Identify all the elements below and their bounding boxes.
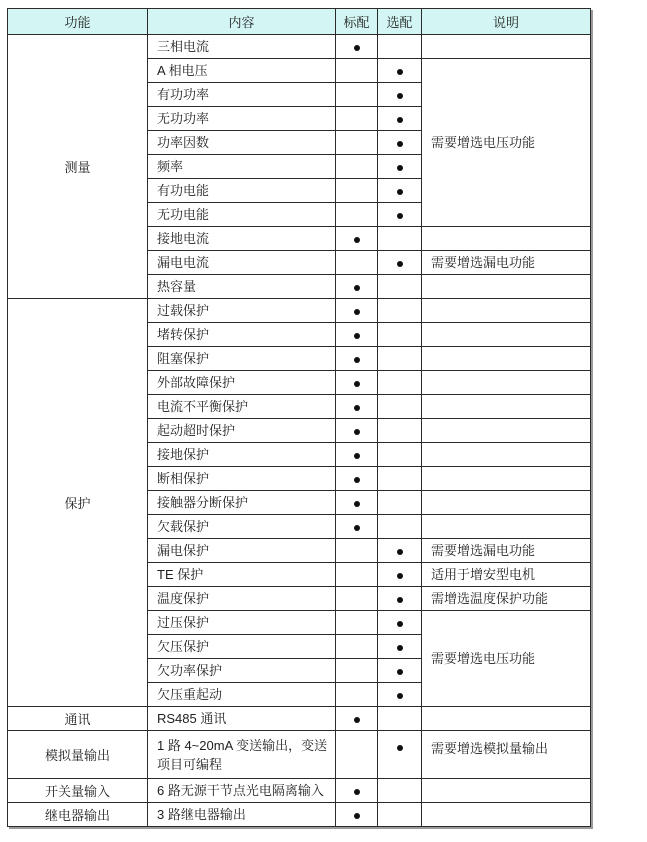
optional-mark-cell xyxy=(378,371,422,395)
content-cell: 断相保护 xyxy=(148,467,336,491)
bullet-dot-icon xyxy=(397,117,403,123)
note-cell xyxy=(422,515,591,539)
standard-mark-cell xyxy=(336,563,378,587)
bullet-dot-icon xyxy=(397,189,403,195)
content-cell: 有功电能 xyxy=(148,179,336,203)
table-row xyxy=(8,35,591,59)
note-cell xyxy=(422,371,591,395)
content-cell: 接触器分断保护 xyxy=(148,491,336,515)
content-cell: 欠功率保护 xyxy=(148,659,336,683)
note-cell: 需要增选模拟量输出 xyxy=(422,731,591,779)
note-cell xyxy=(422,779,591,803)
standard-mark-cell xyxy=(336,371,378,395)
table-header-row xyxy=(8,9,591,35)
col-header-function: 功能 xyxy=(8,9,148,35)
content-cell: 外部故障保护 xyxy=(148,371,336,395)
bullet-dot-icon xyxy=(397,165,403,171)
optional-mark-cell xyxy=(378,419,422,443)
col-header-standard: 标配 xyxy=(336,9,378,35)
optional-mark-cell xyxy=(378,443,422,467)
feature-spec-table xyxy=(7,8,591,827)
standard-mark-cell xyxy=(336,491,378,515)
optional-mark-cell xyxy=(378,611,422,635)
bullet-dot-icon xyxy=(354,429,360,435)
col-header-content: 内容 xyxy=(148,9,336,35)
optional-mark-cell xyxy=(378,227,422,251)
standard-mark-cell xyxy=(336,275,378,299)
note-cell xyxy=(422,419,591,443)
standard-mark-cell xyxy=(336,179,378,203)
note-cell: 适用于增安型电机 xyxy=(422,563,591,587)
content-cell: 温度保护 xyxy=(148,587,336,611)
table-row xyxy=(8,803,591,827)
standard-mark-cell xyxy=(336,347,378,371)
note-cell: 需要增选漏电功能 xyxy=(422,539,591,563)
optional-mark-cell xyxy=(378,347,422,371)
bullet-dot-icon xyxy=(397,549,403,555)
note-cell: 需要增选漏电功能 xyxy=(422,251,591,275)
content-cell: 有功功率 xyxy=(148,83,336,107)
standard-mark-cell xyxy=(336,803,378,827)
note-cell: 需要增选电压功能 xyxy=(422,611,591,707)
optional-mark-cell xyxy=(378,59,422,83)
optional-mark-cell xyxy=(378,467,422,491)
standard-mark-cell xyxy=(336,443,378,467)
optional-mark-cell xyxy=(378,635,422,659)
bullet-dot-icon xyxy=(354,717,360,723)
bullet-dot-icon xyxy=(397,213,403,219)
table-row xyxy=(8,299,591,323)
standard-mark-cell xyxy=(336,35,378,59)
content-cell: 起动超时保护 xyxy=(148,419,336,443)
bullet-dot-icon xyxy=(354,813,360,819)
bullet-dot-icon xyxy=(397,573,403,579)
content-cell: 接地保护 xyxy=(148,443,336,467)
bullet-dot-icon xyxy=(354,789,360,795)
standard-mark-cell xyxy=(336,59,378,83)
content-cell: 1 路 4~20mA 变送输出，变送项目可编程 xyxy=(148,731,336,779)
optional-mark-cell xyxy=(378,587,422,611)
optional-mark-cell xyxy=(378,203,422,227)
note-cell xyxy=(422,803,591,827)
content-cell: 6 路无源干节点光电隔离输入 xyxy=(148,779,336,803)
standard-mark-cell xyxy=(336,659,378,683)
standard-mark-cell xyxy=(336,707,378,731)
note-cell xyxy=(422,443,591,467)
section-label-cell: 模拟量输出 xyxy=(8,731,148,779)
optional-mark-cell xyxy=(378,491,422,515)
standard-mark-cell xyxy=(336,731,378,779)
content-cell: 电流不平衡保护 xyxy=(148,395,336,419)
note-cell xyxy=(422,395,591,419)
standard-mark-cell xyxy=(336,155,378,179)
optional-mark-cell xyxy=(378,299,422,323)
bullet-dot-icon xyxy=(354,405,360,411)
content-cell: 漏电保护 xyxy=(148,539,336,563)
content-cell: 3 路继电器输出 xyxy=(148,803,336,827)
optional-mark-cell xyxy=(378,731,422,779)
section-label-cell: 继电器输出 xyxy=(8,803,148,827)
note-cell xyxy=(422,299,591,323)
optional-mark-cell xyxy=(378,683,422,707)
table-row xyxy=(8,779,591,803)
note-cell xyxy=(422,35,591,59)
content-cell: A 相电压 xyxy=(148,59,336,83)
bullet-dot-icon xyxy=(397,93,403,99)
bullet-dot-icon xyxy=(397,69,403,75)
bullet-dot-icon xyxy=(397,141,403,147)
content-cell: 无功电能 xyxy=(148,203,336,227)
bullet-dot-icon xyxy=(397,597,403,603)
content-cell: 频率 xyxy=(148,155,336,179)
optional-mark-cell xyxy=(378,803,422,827)
table-row xyxy=(8,707,591,731)
bullet-dot-icon xyxy=(397,261,403,267)
content-cell: 功率因数 xyxy=(148,131,336,155)
standard-mark-cell xyxy=(336,539,378,563)
content-cell: 三相电流 xyxy=(148,35,336,59)
bullet-dot-icon xyxy=(354,381,360,387)
bullet-dot-icon xyxy=(397,621,403,627)
optional-mark-cell xyxy=(378,515,422,539)
bullet-dot-icon xyxy=(354,45,360,51)
note-cell xyxy=(422,467,591,491)
content-cell: 过载保护 xyxy=(148,299,336,323)
bullet-dot-icon xyxy=(397,669,403,675)
optional-mark-cell xyxy=(378,707,422,731)
note-cell xyxy=(422,323,591,347)
standard-mark-cell xyxy=(336,419,378,443)
optional-mark-cell xyxy=(378,251,422,275)
content-cell: 堵转保护 xyxy=(148,323,336,347)
content-cell: 阻塞保护 xyxy=(148,347,336,371)
note-cell xyxy=(422,491,591,515)
standard-mark-cell xyxy=(336,131,378,155)
section-label-cell: 开关量输入 xyxy=(8,779,148,803)
content-cell: 漏电电流 xyxy=(148,251,336,275)
standard-mark-cell xyxy=(336,299,378,323)
optional-mark-cell xyxy=(378,155,422,179)
optional-mark-cell xyxy=(378,179,422,203)
bullet-dot-icon xyxy=(354,333,360,339)
content-cell: RS485 通讯 xyxy=(148,707,336,731)
bullet-dot-icon xyxy=(354,357,360,363)
table-row xyxy=(8,731,591,779)
section-label-cell: 测量 xyxy=(8,35,148,299)
standard-mark-cell xyxy=(336,779,378,803)
content-cell: 热容量 xyxy=(148,275,336,299)
note-cell: 需要增选电压功能 xyxy=(422,59,591,227)
optional-mark-cell xyxy=(378,35,422,59)
bullet-dot-icon xyxy=(397,645,403,651)
col-header-description: 说明 xyxy=(422,9,591,35)
content-cell: 接地电流 xyxy=(148,227,336,251)
optional-mark-cell xyxy=(378,563,422,587)
section-label-cell: 通讯 xyxy=(8,707,148,731)
standard-mark-cell xyxy=(336,467,378,491)
note-cell xyxy=(422,275,591,299)
standard-mark-cell xyxy=(336,227,378,251)
bullet-dot-icon xyxy=(354,309,360,315)
optional-mark-cell xyxy=(378,83,422,107)
optional-mark-cell xyxy=(378,275,422,299)
col-header-optional: 选配 xyxy=(378,9,422,35)
note-cell xyxy=(422,707,591,731)
optional-mark-cell xyxy=(378,107,422,131)
note-cell: 需增选温度保护功能 xyxy=(422,587,591,611)
content-cell: 无功功率 xyxy=(148,107,336,131)
bullet-dot-icon xyxy=(354,501,360,507)
bullet-dot-icon xyxy=(354,285,360,291)
content-cell: 欠压重起动 xyxy=(148,683,336,707)
standard-mark-cell xyxy=(336,251,378,275)
optional-mark-cell xyxy=(378,131,422,155)
optional-mark-cell xyxy=(378,539,422,563)
bullet-dot-icon xyxy=(354,453,360,459)
bullet-dot-icon xyxy=(354,525,360,531)
standard-mark-cell xyxy=(336,611,378,635)
standard-mark-cell xyxy=(336,203,378,227)
optional-mark-cell xyxy=(378,659,422,683)
optional-mark-cell xyxy=(378,323,422,347)
bullet-dot-icon xyxy=(397,693,403,699)
optional-mark-cell xyxy=(378,395,422,419)
content-cell: 过压保护 xyxy=(148,611,336,635)
note-cell xyxy=(422,227,591,251)
standard-mark-cell xyxy=(336,683,378,707)
content-cell: TE 保护 xyxy=(148,563,336,587)
optional-mark-cell xyxy=(378,779,422,803)
standard-mark-cell xyxy=(336,395,378,419)
section-label-cell: 保护 xyxy=(8,299,148,707)
content-cell: 欠载保护 xyxy=(148,515,336,539)
standard-mark-cell xyxy=(336,83,378,107)
content-cell: 欠压保护 xyxy=(148,635,336,659)
bullet-dot-icon xyxy=(397,745,403,751)
standard-mark-cell xyxy=(336,515,378,539)
bullet-dot-icon xyxy=(354,477,360,483)
note-cell xyxy=(422,347,591,371)
standard-mark-cell xyxy=(336,323,378,347)
standard-mark-cell xyxy=(336,635,378,659)
standard-mark-cell xyxy=(336,107,378,131)
standard-mark-cell xyxy=(336,587,378,611)
bullet-dot-icon xyxy=(354,237,360,243)
